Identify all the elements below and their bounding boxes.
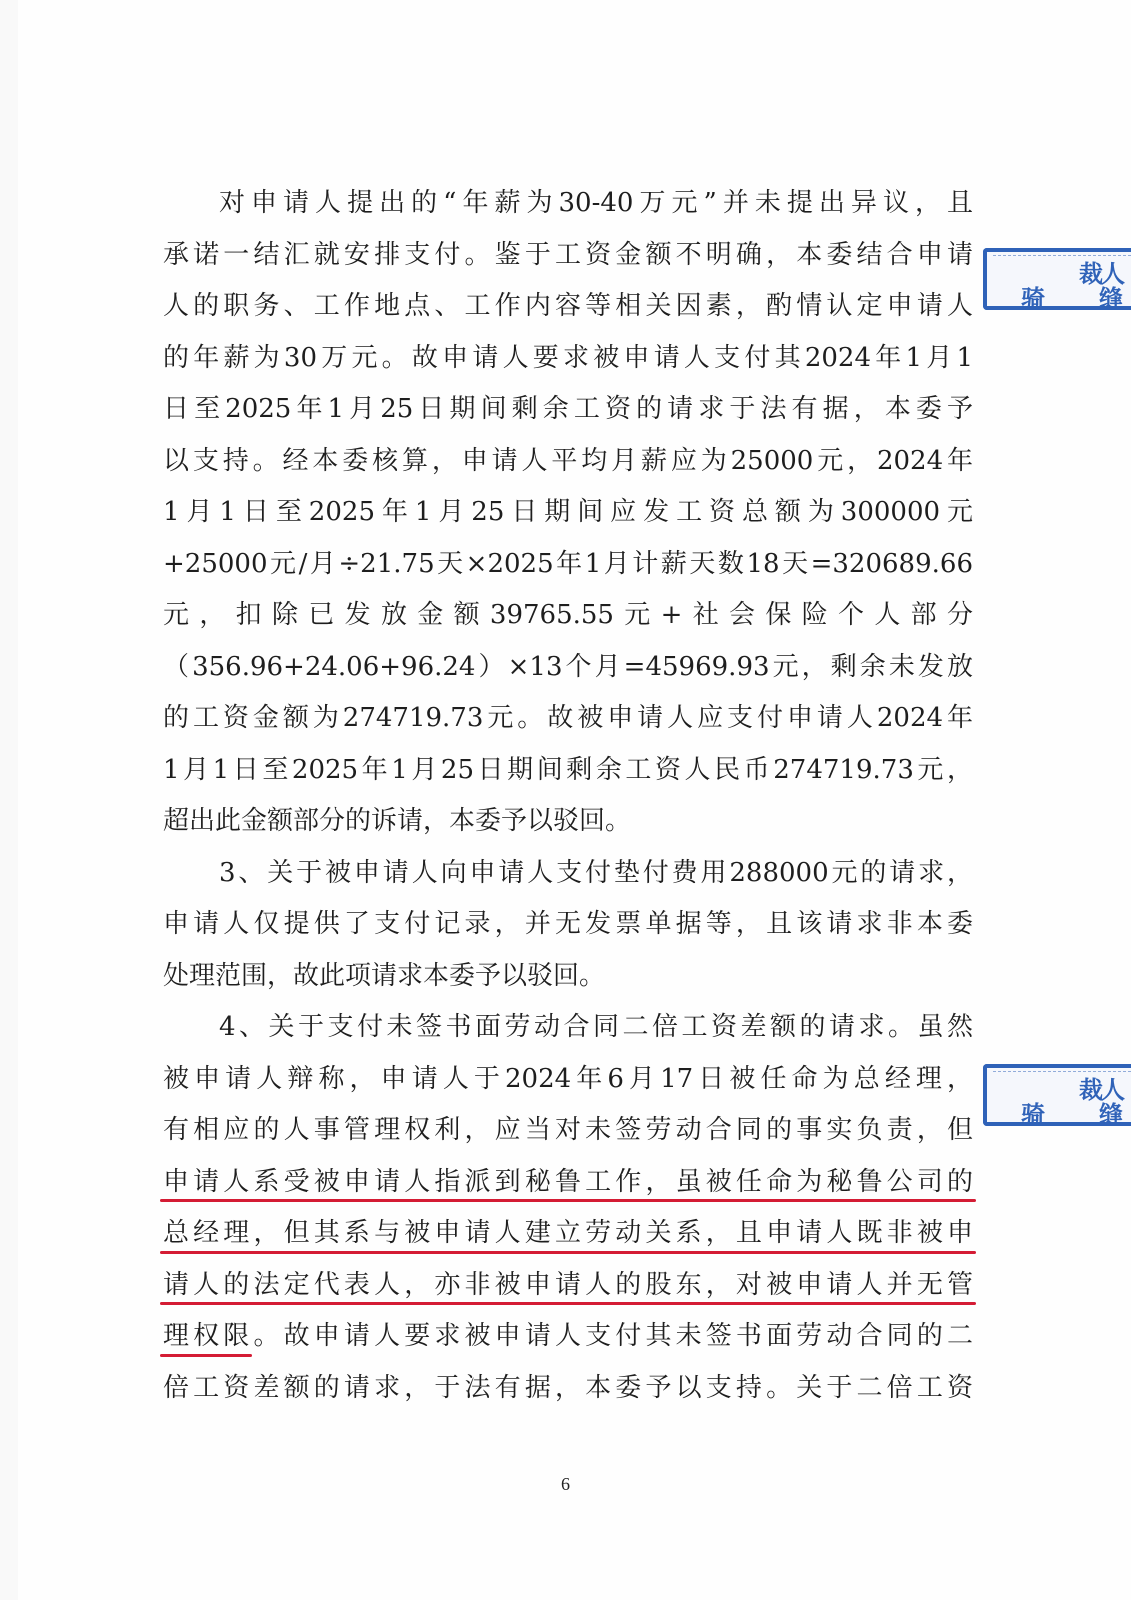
text-line-content: 1月1日至2025年1月25日期间应发工资总额为300000元: [163, 497, 973, 527]
text-line-content: 理权限。故申请人要求被申请人支付其未签书面劳动合同的二: [163, 1321, 973, 1351]
text-line: [163, 436, 973, 488]
text-line-content: 元，扣除已发放金额39765.55元+社会保险个人部分: [163, 600, 973, 630]
text-line-content: 人的职务、工作地点、工作内容等相关因素，酌情认定申请人: [163, 291, 973, 321]
text-line: [163, 1105, 973, 1157]
seal-text-right: 缝: [1099, 1101, 1123, 1129]
text-line: [163, 281, 973, 333]
text-line: [163, 745, 973, 797]
red-underline-mark: [160, 1251, 976, 1254]
red-underline-mark: [160, 1302, 976, 1305]
text-line-content: （356.96+24.06+96.24）×13个月=45969.93元，剩余未发放: [163, 651, 973, 682]
text-line-content: 对申请人提出的“年薪为30-40万元”并未提出异议，且: [219, 188, 973, 218]
cross-page-seal-stamp: [983, 248, 1131, 313]
text-line: [163, 951, 973, 1003]
seal-text-left: 骑: [1021, 1101, 1045, 1129]
text-line-content: 处理范围，故此项请求本委予以驳回。: [163, 960, 606, 991]
text-line-content: 被申请人辩称，申请人于2024年6月17日被任命为总经理，: [163, 1063, 973, 1094]
text-line: [163, 1363, 973, 1415]
text-line: [163, 693, 973, 745]
text-line: [163, 1208, 973, 1260]
text-line: [163, 642, 973, 694]
text-line-content: 的年薪为30万元。故申请人要求被申请人支付其2024年1月1: [163, 342, 973, 373]
text-line: [163, 384, 973, 436]
text-line-content: 的工资金额为274719.73元。故被申请人应支付申请人2024年: [163, 703, 973, 733]
text-line: [163, 333, 973, 385]
scan-edge-shadow: [0, 0, 18, 1600]
text-line-content: 日至2025年1月25日期间剩余工资的请求于法有据，本委予: [163, 394, 973, 424]
text-line: [163, 1311, 973, 1363]
text-line-content: 请人的法定代表人，亦非被申请人的股东，对被申请人并无管: [163, 1269, 973, 1300]
text-line-content: 1月1日至2025年1月25日期间剩余工资人民币274719.73元，: [163, 754, 973, 785]
text-line-content: 倍工资差额的请求，于法有据，本委予以支持。关于二倍工资: [163, 1372, 973, 1403]
seal-text-left: 骑: [1021, 285, 1045, 313]
seal-text-top: 裁人: [1079, 260, 1123, 288]
text-line-content: 3、关于被申请人向申请人支付垫付费用288000元的请求，: [219, 857, 973, 888]
seal-text-top: 裁人: [1079, 1076, 1123, 1104]
text-line: [163, 487, 973, 539]
text-line-content: 4、关于支付未签书面劳动合同二倍工资差额的请求。虽然: [219, 1012, 973, 1042]
text-line-content: 以支持。经本委核算，申请人平均月薪应为25000元，2024年: [163, 445, 973, 476]
red-underline-mark: [160, 1199, 976, 1202]
text-line: [163, 848, 973, 900]
text-line: [163, 1157, 973, 1209]
seal-text-right: 缝: [1099, 285, 1123, 313]
red-underline-mark: [160, 1354, 252, 1357]
text-line-content: 申请人系受被申请人指派到秘鲁工作，虽被任命为秘鲁公司的: [163, 1166, 973, 1197]
text-line: [163, 178, 973, 230]
text-line-content: 有相应的人事管理权利，应当对未签劳动合同的事实负责，但: [163, 1115, 973, 1145]
text-line: [163, 590, 973, 642]
text-line: [163, 796, 973, 848]
text-line: [163, 1054, 973, 1106]
text-line: [163, 1260, 973, 1312]
text-line-content: 总经理，但其系与被申请人建立劳动关系，且申请人既非被申: [163, 1218, 973, 1248]
text-line: [163, 539, 973, 591]
text-line-content: +25000元/月÷21.75天×2025年1月计薪天数18天=320689.66: [163, 548, 973, 579]
page-number: 6: [561, 1474, 570, 1494]
text-line-content: 承诺一结汇就安排支付。鉴于工资金额不明确，本委结合申请: [163, 239, 973, 270]
text-line-content: 申请人仅提供了支付记录，并无发票单据等，且该请求非本委: [163, 909, 973, 939]
text-line-content: 超出此金额部分的诉请，本委予以驳回。: [163, 806, 632, 836]
text-line: [163, 1002, 973, 1054]
body-text: [163, 178, 973, 1414]
text-line: [163, 230, 973, 282]
text-line: [163, 899, 973, 951]
cross-page-seal-stamp: [983, 1064, 1131, 1129]
